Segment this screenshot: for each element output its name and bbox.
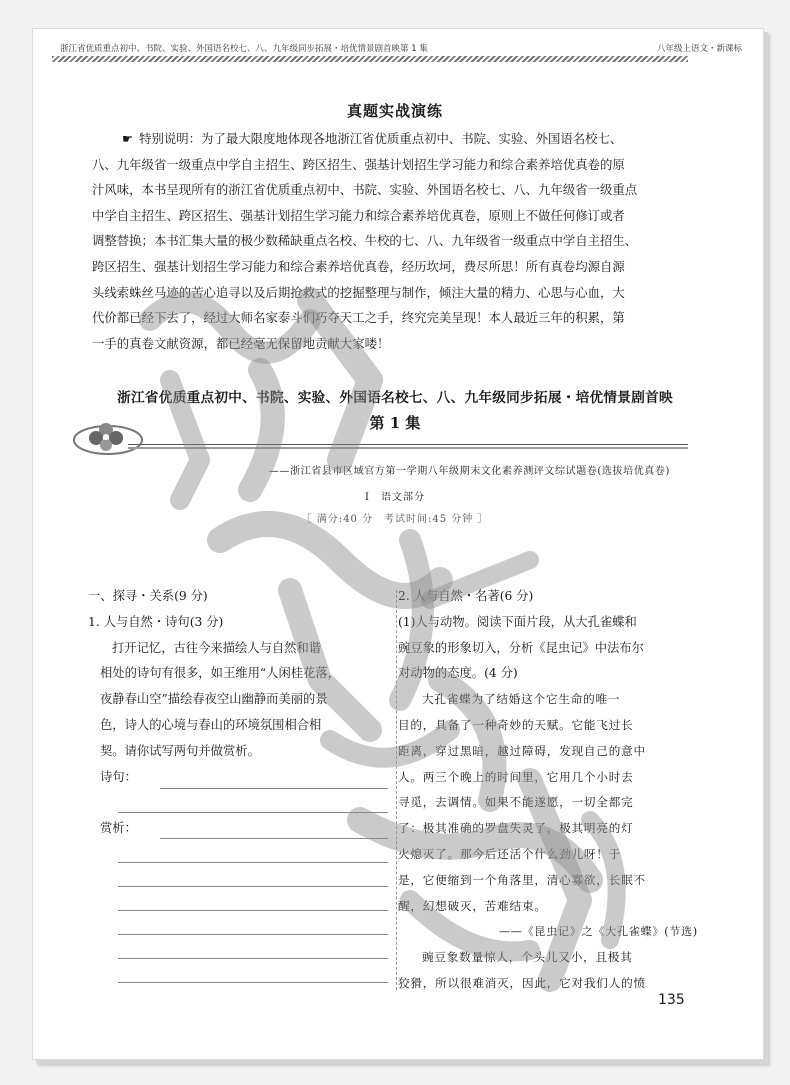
header-hatch-rule bbox=[52, 56, 688, 62]
section-rule-thick bbox=[128, 447, 688, 449]
analysis-answer-line[interactable] bbox=[118, 886, 388, 887]
analysis-answer-line[interactable] bbox=[118, 862, 388, 863]
question-2-title: 2. 人与自然・名著(6 分) bbox=[398, 589, 534, 603]
intro-paragraph: ☛ 特别说明：为了最大限度地体现各地浙江省优质重点初中、书院、实验、外国语名校七、 八、九年级省一级重点中学自主招生、跨区招生、强基计划招生学习能力和综合素养培优真卷的原 汁风味，本书呈现所有的浙江省优质重点初中、书院、实验、外国语名校七、八、九年级省一级重点 中学自主招生、跨区招生、强基计划招生学习能力和综合素养培优真卷，原则上不做任何修订或者 调整替换；本书汇集大量的极少数稀缺重点名校、牛校的七、八、九年级省一级重点中学自主招生、 跨区招生、强基计划招生学习能力和综合素养培优真卷，经历坎坷，费尽所思！所有真卷均源自源 头线索蛛丝马迹的苦心追寻以及后期抢救式的挖掘整理与制作，倾注大量的精力、心思与心血，大 代价都已经下去了，经过大师名家泰斗们巧夺天工之手，终究完美呈现！本人最近三年的积累，第 一手的真卷文献资源，都已经毫无保留地贡献大家喽！ bbox=[92, 131, 638, 351]
analysis-answer-line[interactable] bbox=[118, 910, 388, 911]
analysis-label: 赏析： bbox=[100, 821, 137, 836]
score-info: ［ 满分:40 分 考试时间:45 分钟 ］ bbox=[301, 514, 489, 525]
page-number: 135 bbox=[658, 992, 685, 1008]
column-divider bbox=[396, 590, 397, 990]
episode-title: 第 1 集 bbox=[369, 414, 421, 432]
section-rule bbox=[128, 444, 688, 445]
reading-passage: 大孔雀蝶为了结婚这个它生命的唯一 目的，具备了一种奇妙的天赋。它能飞过长 距离，穿过黑暗，越过障碍，发现自己的意中 人。两三个晚上的时间里，它用几个小时去 寻觅，去调情。如果不能遂愿，一切全都完 了：极其准确的罗盘失灵了，极其明亮的灯 火熄灭了。那今后还活个什么劲儿呀！于 是，它便缩到一个角落里，清心寡欲，长眠不 醒，幻想破灭，苦难结束。 ——《昆虫记》之《大孔雀蝶》(节选) 豌豆象数量惊人，个头儿又小，且极其 狡猾，所以很难消灭，因此，它对我们人的愤 bbox=[398, 692, 698, 990]
poem-label: 诗句： bbox=[100, 769, 137, 784]
intro-title: 真题实战演练 bbox=[346, 102, 443, 120]
analysis-answer-line[interactable] bbox=[160, 838, 388, 839]
right-column: 2. 人与自然・名著(6 分) (1)人与动物。阅读下面片段，从大孔雀蝶和 豌豆象的形象切入，分析《昆虫记》中法布尔 对动物的态度。(4 分) 大孔雀蝶为了结婚这个它生命的唯一 目的，具备了一种奇妙的天赋。它能飞过长 距离，穿过黑暗，越过障碍，发现自己的意中 人。两三个晚上的时间里，它用几个小时去 寻觅，去调情。如果不能遂愿，一切全都完 了：极其准确的罗盘失灵了，极其明亮的灯 火熄灭了。那今后还活个什么劲儿呀！于 是，它便缩到一个角落里，清心寡欲，长眠不 醒，幻想破灭，苦难结束。 ——《昆虫记》之《大孔雀蝶》(节选) 豌豆象数量惊人，个头儿又小，且极其 狡猾，所以很难消灭，因此，它对我们人的愤 bbox=[398, 584, 698, 997]
exam-subtitle: ——浙江省县市区域官方第一学期八年级期末文化素养测评文综试题卷(选拔培优真卷) bbox=[268, 466, 670, 477]
running-header-right: 八年级上语文・新课标 bbox=[656, 44, 742, 54]
pointing-hand-icon: ☛ bbox=[122, 131, 134, 146]
poem-answer-line[interactable] bbox=[160, 788, 388, 789]
poem-answer-line[interactable] bbox=[118, 812, 388, 813]
question-group-heading: 一、探寻・关系(9 分) bbox=[88, 589, 208, 603]
left-column: 一、探寻・关系(9 分) 1. 人与自然・诗句(3 分) 打开记忆，古往今来描绘人与自然和谐 相处的诗句有很多，如王维用“人闲桂花落， 夜静春山空”描绘春夜空山幽静而美丽的景 色，诗人的心境与春山的环境氛围相合相 契。请你试写两句并做赏析。 诗句： 赏析： bbox=[88, 584, 388, 842]
running-header-left: 浙江省优质重点初中、书院、实验、外国语名校七、八、九年级同步拓展・培优情景剧首映第 1 集 bbox=[60, 44, 428, 54]
passage-source: ——《昆虫记》之《大孔雀蝶》(节选) bbox=[499, 925, 698, 939]
flower-logo-icon bbox=[72, 414, 146, 458]
analysis-answer-line[interactable] bbox=[118, 958, 388, 959]
analysis-answer-line[interactable] bbox=[118, 934, 388, 935]
analysis-answer-line[interactable] bbox=[118, 982, 388, 983]
part-heading: Ⅰ 语文部分 bbox=[365, 492, 425, 503]
section-title: 浙江省优质重点初中、书院、实验、外国语名校七、八、九年级同步拓展・培优情景剧首映 bbox=[117, 390, 673, 406]
question-1-title: 1. 人与自然・诗句(3 分) bbox=[88, 614, 224, 629]
